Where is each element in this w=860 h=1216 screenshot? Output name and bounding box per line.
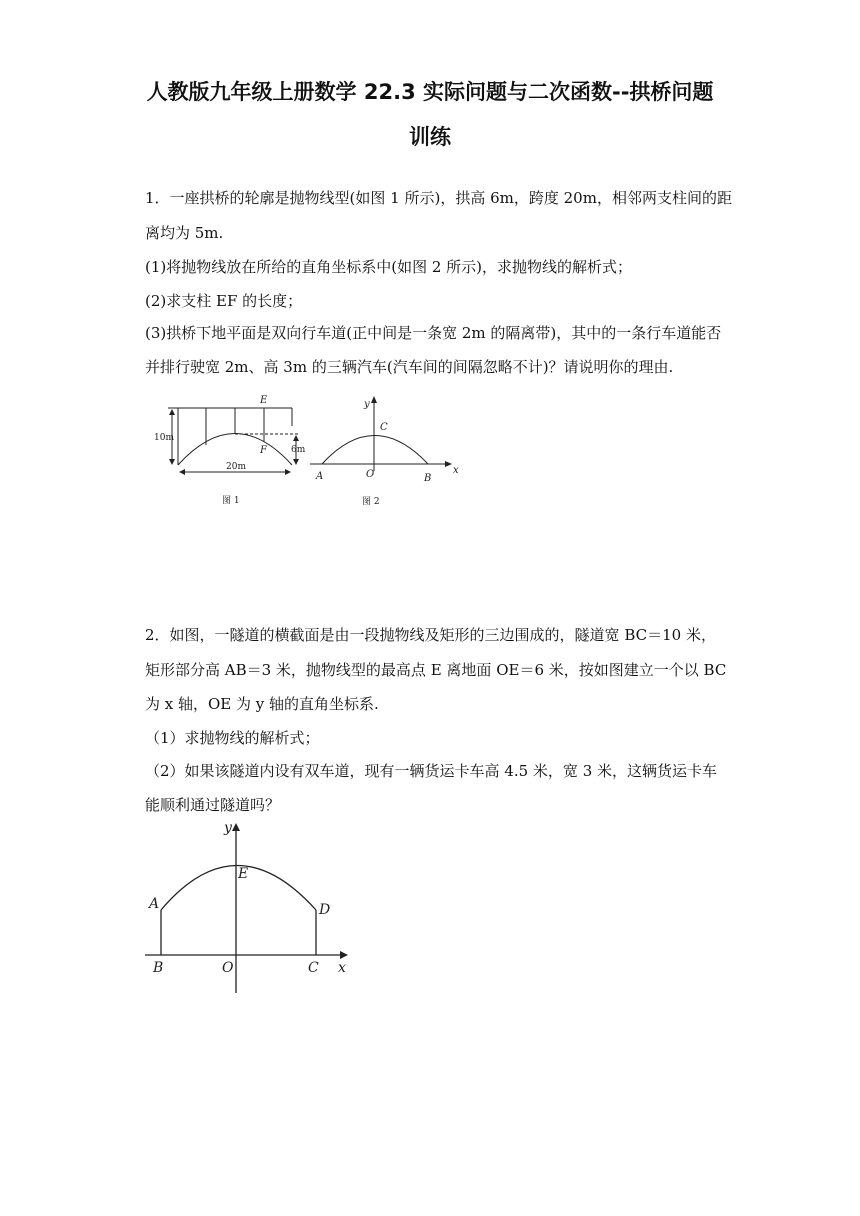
fig1-label-f: F bbox=[260, 445, 267, 456]
q2-stem-line2: 矩形部分高 AB＝3 米，抛物线型的最高点 E 离地面 OE＝6 米，按如图建立一个以 BC bbox=[145, 661, 727, 679]
fig2-y-arrow bbox=[371, 396, 377, 403]
q1-part2: (2)求支柱 EF 的长度； bbox=[145, 292, 303, 310]
q1-part3-line2: 并排行驶宽 2m、高 3m 的三辆汽车(汽车间的间隔忽略不计)？请说明你的理由. bbox=[145, 358, 674, 376]
tunnel-label-b: B bbox=[153, 960, 164, 976]
fig2-label-c: C bbox=[380, 422, 388, 433]
fig2-label-a: A bbox=[316, 471, 324, 482]
fig2-caption: 图 2 bbox=[362, 497, 380, 507]
q2-stem-line1: 2．如图，一隧道的横截面是由一段抛物线及矩形的三边围成的，隧道宽 BC＝10 米， bbox=[145, 626, 716, 644]
fig1-arch bbox=[178, 434, 292, 466]
tunnel-label-x: x bbox=[338, 960, 346, 976]
q2-stem-line3: 为 x 轴，OE 为 y 轴的直角坐标系. bbox=[145, 695, 379, 713]
tunnel-label-c: C bbox=[308, 960, 319, 976]
q1-part1: (1)将抛物线放在所给的直角坐标系中(如图 2 所示)，求抛物线的解析式； bbox=[145, 258, 633, 276]
fig1-10m-arrow-down bbox=[169, 459, 175, 465]
tunnel-label-e: E bbox=[238, 866, 249, 882]
page-title-line2: 训练 bbox=[409, 125, 451, 149]
q1-stem-line1: 1．一座拱桥的轮廓是抛物线型(如图 1 所示)，拱高 6m，跨度 20m，相邻两支柱间的距 bbox=[145, 189, 732, 207]
fig2-label-x: x bbox=[453, 465, 459, 476]
fig1-caption: 图 1 bbox=[222, 496, 240, 506]
tunnel-label-y: y bbox=[224, 820, 232, 836]
tunnel-y-arrow bbox=[232, 823, 240, 831]
fig2-parabola bbox=[322, 436, 428, 465]
fig2-label-y: y bbox=[364, 399, 370, 410]
q1-stem-line2: 离均为 5m. bbox=[145, 224, 224, 242]
tunnel-x-arrow bbox=[340, 951, 348, 959]
tunnel-label-d: D bbox=[319, 902, 331, 918]
fig1-6m-arrow-down bbox=[293, 459, 299, 465]
fig1-label-e: E bbox=[260, 395, 268, 406]
q1-part3-line1: (3)拱桥下地平面是双向行车道(正中间是一条宽 2m 的隔离带)，其中的一条行车道能否 bbox=[145, 324, 722, 342]
fig2-label-o: O bbox=[366, 469, 375, 480]
q1-figure2 bbox=[310, 393, 465, 515]
q2-tunnel-figure bbox=[140, 815, 370, 1000]
fig2-label-b: B bbox=[424, 473, 432, 484]
fig1-6m-arrow-up bbox=[293, 435, 299, 441]
tunnel-label-a: A bbox=[149, 896, 160, 912]
fig1-10m-arrow-up bbox=[169, 409, 175, 415]
tunnel-label-o: O bbox=[222, 960, 234, 976]
page-title-line1: 人教版九年级上册数学 22.3 实际问题与二次函数--拱桥问题 bbox=[146, 80, 714, 104]
q2-part2-line2: 能顺利通过隧道吗？ bbox=[145, 796, 281, 814]
fig1-label-10m: 10m bbox=[154, 433, 174, 443]
fig1-20m-arrow-right bbox=[285, 469, 291, 475]
fig1-label-6m: 6m bbox=[291, 445, 306, 455]
q2-part2-line1: （2）如果该隧道内设有双车道，现有一辆货运卡车高 4.5 米，宽 3 米，这辆货运卡车 bbox=[145, 762, 718, 780]
fig1-label-20m: 20m bbox=[226, 462, 246, 472]
q1-figure1 bbox=[150, 390, 310, 515]
fig2-x-arrow bbox=[445, 461, 452, 467]
q2-part1: （1）求抛物线的解析式； bbox=[145, 729, 320, 747]
fig1-20m-arrow-left bbox=[179, 469, 185, 475]
